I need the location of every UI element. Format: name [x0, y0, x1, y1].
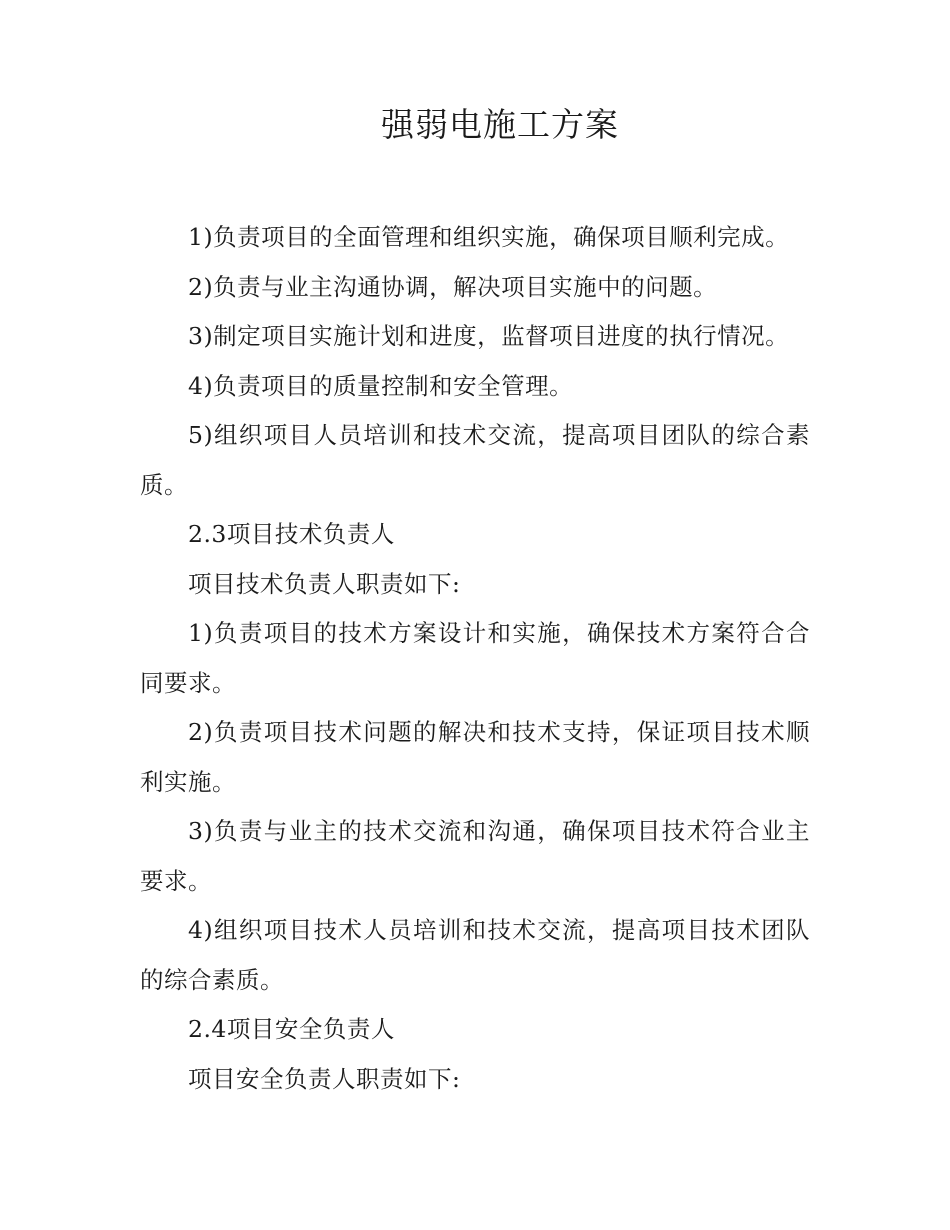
tech-duty-item-4: 4)组织项目技术人员培训和技术交流，提高项目技术团队的综合素质。 [140, 916, 810, 994]
section-heading-2-3: 2.3项目技术负责人 [188, 520, 395, 548]
duty-item-1: 1)负责项目的全面管理和组织实施，确保项目顺利完成。 [188, 223, 790, 251]
document-title: 强弱电施工方案 [381, 105, 619, 144]
duty-item-5: 5)组织项目人员培训和技术交流，提高项目团队的综合素质。 [140, 421, 810, 499]
duty-item-2: 2)负责与业主沟通协调，解决项目实施中的问题。 [188, 272, 718, 301]
tech-duty-item-2: 2)负责项目技术问题的解决和技术支持，保证项目技术顺利实施。 [140, 718, 810, 796]
section-intro-2-3: 项目技术负责人职责如下: [188, 569, 461, 598]
section-intro-2-4: 项目安全负责人职责如下: [188, 1064, 461, 1093]
tech-duty-item-3: 3)负责与业主的技术交流和沟通，确保项目技术符合业主要求。 [140, 817, 810, 895]
tech-duty-item-1: 1)负责项目的技术方案设计和实施，确保技术方案符合合同要求。 [140, 619, 810, 697]
section-heading-2-4: 2.4项目安全负责人 [188, 1015, 395, 1043]
duty-item-3: 3)制定项目实施计划和进度，监督项目进度的执行情况。 [188, 322, 790, 350]
duty-item-4: 4)负责项目的质量控制和安全管理。 [188, 371, 574, 400]
document-body [140, 213, 810, 1104]
